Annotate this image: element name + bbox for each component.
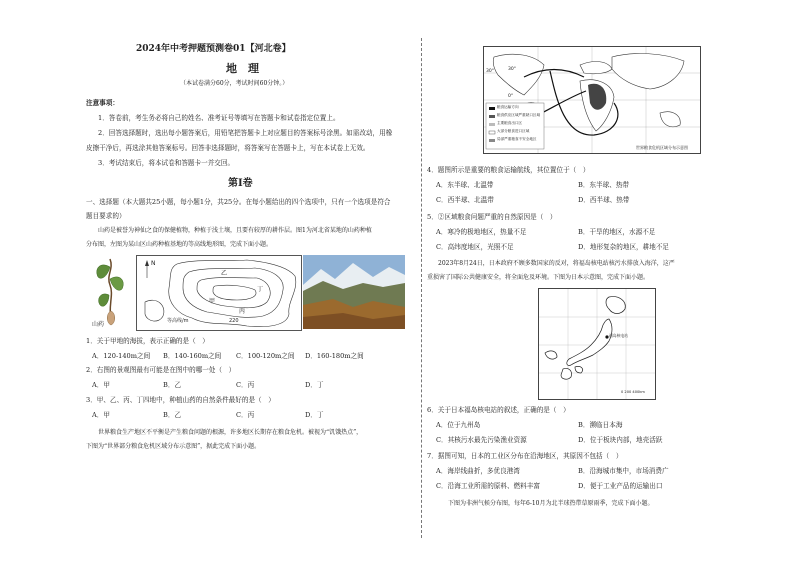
answer-option[interactable]: A．寒冷的极地地区，热量不足 bbox=[436, 228, 527, 236]
question-stem: 5．②区域粮食问题严重的自然原因是（ ） bbox=[427, 213, 557, 221]
paper-title: 2024年中考押题预测卷01【河北卷】 bbox=[136, 44, 291, 54]
passage-text: 山药是被誉为神仙之食的保健植物，种植于浅土壤，且要有较厚的耕作层。图1为河北省某地的山药种植 bbox=[98, 227, 372, 234]
latitude-label: 0° bbox=[508, 94, 514, 99]
answer-option[interactable]: C．100-120m之间 bbox=[236, 352, 295, 360]
answer-option[interactable]: B．140-160m之间 bbox=[163, 352, 222, 360]
question-stem: 4．题图所示是重要的粮食运输航线，其位置位于（ ） bbox=[427, 166, 590, 174]
answer-option[interactable]: C．其核污水最先污染渔业资源 bbox=[436, 436, 527, 444]
answer-option[interactable]: D．便于工业产品的运输出口 bbox=[578, 482, 663, 490]
map-legend-item: 主要粮食出口区 bbox=[497, 121, 523, 125]
answer-option[interactable]: B．沿海城市集中，市场消费广 bbox=[578, 467, 669, 475]
answer-option[interactable]: A．120-140m之间 bbox=[92, 352, 151, 360]
japan-map bbox=[538, 288, 656, 400]
exam-info: （本试卷满分60分，考试时间60分钟。） bbox=[180, 80, 289, 87]
passage-text: 重损害了国际公共健康安全，将全面危及环境。下图为日本示意图，完成下面小题。 bbox=[427, 274, 650, 281]
question-stem: 6．关于日本福岛核电站的叙述，正确的是（ ） bbox=[427, 406, 570, 414]
answer-option[interactable]: D．地形复杂的地区，耕地不足 bbox=[578, 243, 670, 251]
answer-option[interactable]: D．丁 bbox=[305, 381, 324, 389]
section-title: 第Ⅰ卷 bbox=[228, 178, 253, 189]
map-caption: 世界粮食危机区域分布示意图 bbox=[636, 145, 688, 150]
answer-option[interactable]: D．160-180m之间 bbox=[305, 352, 364, 360]
map-mark: 乙 bbox=[221, 270, 228, 277]
answer-option[interactable]: C．西半球、北温带 bbox=[436, 196, 494, 204]
question-stem: 7．据图可知，日本的工业区分布在沿海地区，其原因不包括（ ） bbox=[427, 452, 623, 460]
map-legend-item: 局部严重粮食不安全地区 bbox=[497, 137, 537, 141]
answer-option[interactable]: B．乙 bbox=[163, 381, 182, 389]
answer-option[interactable]: B．濒临日本海 bbox=[578, 421, 623, 429]
map-mark: 丙 bbox=[239, 308, 246, 315]
map-mark: 甲 bbox=[209, 298, 216, 305]
answer-option[interactable]: C．沿海工业所需的原料、燃料丰富 bbox=[436, 482, 540, 490]
landscape-photo bbox=[303, 255, 405, 329]
contour-legend: 等高线/m bbox=[167, 318, 189, 324]
passage-text: 2023年8月24日，日本政府不顾多数国家的反对，将福岛核电站核污水排放入海洋，这严 bbox=[438, 260, 675, 267]
answer-option[interactable]: C．丙 bbox=[236, 411, 255, 419]
passage-text: 下图为非洲气候分布图，每年6-10月为北半球热带草原雨季，完成下面小题。 bbox=[448, 500, 654, 507]
map-legend-item: 大部分粮食进口区域 bbox=[497, 129, 530, 133]
section-instruction: 题目要求的） bbox=[86, 212, 126, 220]
latitude-label: 30° bbox=[508, 67, 516, 72]
world-grain-map bbox=[483, 46, 701, 154]
answer-option[interactable]: C．丙 bbox=[236, 381, 255, 389]
question-stem: 2．右图的景观图最有可能是在图中的哪一处（ ） bbox=[86, 366, 236, 374]
answer-option[interactable]: B．乙 bbox=[163, 411, 182, 419]
passage-text: 分布图，左图为某山区山药种植基地的等高线地形图，完成下面小题。 bbox=[86, 241, 273, 248]
note-item: 3．考试结束后，将本试卷和答题卡一并交回。 bbox=[98, 159, 235, 167]
notes-heading: 注意事项： bbox=[86, 99, 119, 107]
answer-option[interactable]: A．甲 bbox=[92, 411, 110, 419]
answer-option[interactable]: A．海岸线曲折，多优良港湾 bbox=[436, 467, 520, 475]
contour-map bbox=[136, 255, 302, 331]
plant-label: 山药 bbox=[92, 321, 105, 328]
answer-option[interactable]: B．东半球、热带 bbox=[578, 181, 630, 189]
passage-text: 世界粮食生产地区不平衡是产生粮食问题的根源，许多地区长期存在粮食危机。被视为“饥饿热点”， bbox=[98, 429, 363, 436]
section-instruction: 一、选择题（本大题共25小题，每小题1分，共25分。在每小题给出的四个选项中，只有一个选项是符合 bbox=[86, 198, 391, 206]
note-item: 2．回答选择题时，选出每小题答案后，用铅笔把答题卡上对应题目的答案标号涂黑。如需改动，用橡 bbox=[98, 129, 393, 137]
north-arrow-label: N bbox=[151, 260, 156, 267]
map-legend-item: 粮食运输方向 bbox=[497, 105, 519, 109]
question-stem: 1．关于甲地的海拔，表示正确的是（ ） bbox=[86, 337, 209, 345]
column-divider bbox=[421, 38, 422, 538]
latitude-label: 30° bbox=[486, 69, 494, 74]
answer-option[interactable]: A．东半球、北温带 bbox=[436, 181, 494, 189]
answer-option[interactable]: D．丁 bbox=[305, 411, 324, 419]
question-stem: 3．甲、乙、丙、丁四地中，种植山药的自然条件最好的是（ ） bbox=[86, 396, 275, 404]
answer-option[interactable]: A．甲 bbox=[92, 381, 110, 389]
answer-option[interactable]: D．位于板块内部，地壳活跃 bbox=[578, 436, 663, 444]
map-legend-item: 粮食供应区域严重缺口区域 bbox=[497, 113, 541, 117]
map-scale: 0 200 400km bbox=[621, 390, 645, 394]
note-item: 1．答卷前，考生务必将自己的姓名、准考证号等填写在答题卡和试卷指定位置上。 bbox=[98, 114, 340, 122]
answer-option[interactable]: B．干旱的地区，水源不足 bbox=[578, 228, 656, 236]
contour-value: 220 bbox=[229, 318, 239, 324]
subject-title: 地 理 bbox=[226, 62, 259, 75]
answer-option[interactable]: C．高纬度地区，光照不足 bbox=[436, 243, 514, 251]
station-label: 福岛核电站 bbox=[609, 333, 628, 338]
yam-plant-illustration bbox=[88, 255, 132, 329]
answer-option[interactable]: D．西半球、热带 bbox=[578, 196, 630, 204]
passage-text: 下图为“世界部分粮食危机区域分布示意图”，据此完成下面小题。 bbox=[86, 443, 261, 450]
map-mark: 丁 bbox=[257, 286, 264, 293]
answer-option[interactable]: A．位于九州岛 bbox=[436, 421, 481, 429]
note-item: 皮擦干净后，再选涂其他答案标号。回答非选择题时，将答案写在答题卡上，写在本试卷上无效。 bbox=[86, 144, 370, 152]
